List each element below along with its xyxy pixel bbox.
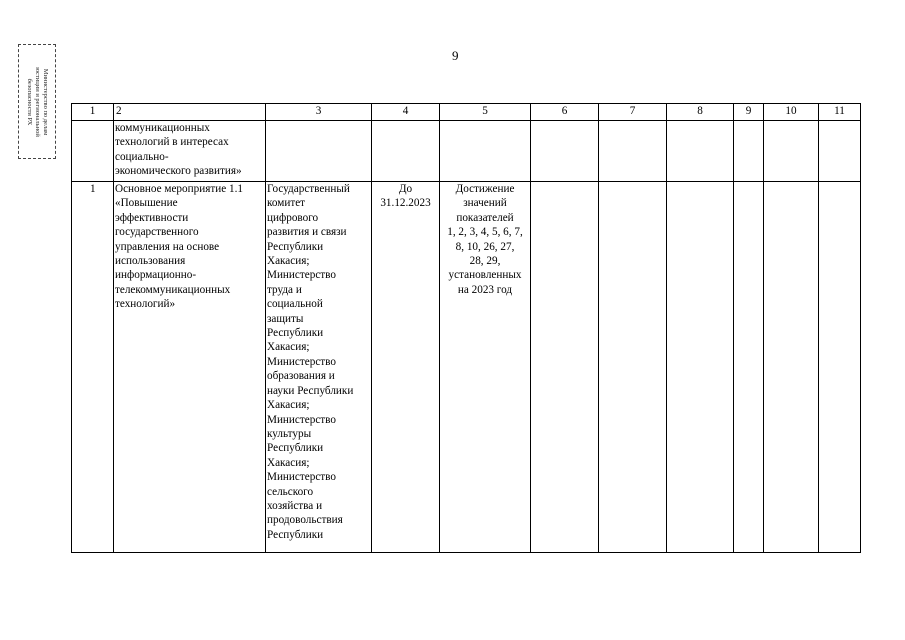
page-number: 9 bbox=[452, 48, 459, 63]
header-cell: 10 bbox=[764, 104, 819, 121]
registration-stamp bbox=[18, 44, 56, 159]
table-cell bbox=[440, 121, 531, 182]
table-cell bbox=[819, 182, 861, 553]
program-title-continuation: коммуникационных технологий в интересах социально- экономического развития» bbox=[115, 122, 242, 178]
responsible-executors: Государственный комитет цифрового развития и связи Республики Хакасия; Министерство труда и социальной защиты Республики Хакасия; Министерство образования и науки Республики Хакасия; Министерство культуры Республики Хакасия; Министерство сельского хозяйства и продовольствия Республики bbox=[267, 183, 354, 541]
header-cell: 4 bbox=[372, 104, 440, 121]
table-cell bbox=[266, 121, 372, 182]
table-cell bbox=[599, 182, 667, 553]
table-cell bbox=[819, 121, 861, 182]
table-cell bbox=[114, 182, 266, 553]
table-cell bbox=[734, 182, 764, 553]
table-cell bbox=[372, 182, 440, 553]
table-cell bbox=[599, 121, 667, 182]
stamp-line-3: безопасности РХ bbox=[26, 78, 33, 125]
header-cell: 7 bbox=[599, 104, 667, 121]
table-cell bbox=[531, 182, 599, 553]
header-cell: 3 bbox=[266, 104, 372, 121]
deadline: До 31.12.2023 bbox=[380, 183, 431, 210]
header-cell: 9 bbox=[734, 104, 764, 121]
measure-title: Основное мероприятие 1.1 «Повышение эффективности государственного управления на основе использования информационно- телекоммуникационных технологий» bbox=[115, 183, 243, 311]
measures-table bbox=[71, 103, 861, 553]
table-cell bbox=[734, 121, 764, 182]
header-cell: 1 bbox=[72, 104, 114, 121]
header-cell: 8 bbox=[667, 104, 734, 121]
row-number: 1 bbox=[72, 182, 114, 553]
table-cell bbox=[764, 182, 819, 553]
table-row bbox=[72, 121, 861, 182]
table-cell bbox=[531, 121, 599, 182]
stamp-text bbox=[25, 48, 49, 156]
table-cell bbox=[72, 121, 114, 182]
header-cell: 2 bbox=[114, 104, 266, 121]
table-cell bbox=[440, 182, 531, 553]
table-cell bbox=[372, 121, 440, 182]
table-cell bbox=[266, 182, 372, 553]
stamp-line-1: Министерство по делам bbox=[42, 68, 49, 135]
expected-result: Достижение значений показателей 1, 2, 3, 4, 5, 6, 7, 8, 10, 26, 27, 28, 29, установленных на 2023 год bbox=[447, 183, 523, 296]
header-cell: 5 bbox=[440, 104, 531, 121]
table-cell bbox=[764, 121, 819, 182]
header-cell: 6 bbox=[531, 104, 599, 121]
table-row bbox=[72, 182, 861, 553]
table-cell bbox=[667, 121, 734, 182]
header-cell: 11 bbox=[819, 104, 861, 121]
table-cell bbox=[667, 182, 734, 553]
table-cell bbox=[114, 121, 266, 182]
stamp-line-2: юстиции и региональной bbox=[34, 66, 41, 137]
table-header-row bbox=[72, 104, 861, 121]
